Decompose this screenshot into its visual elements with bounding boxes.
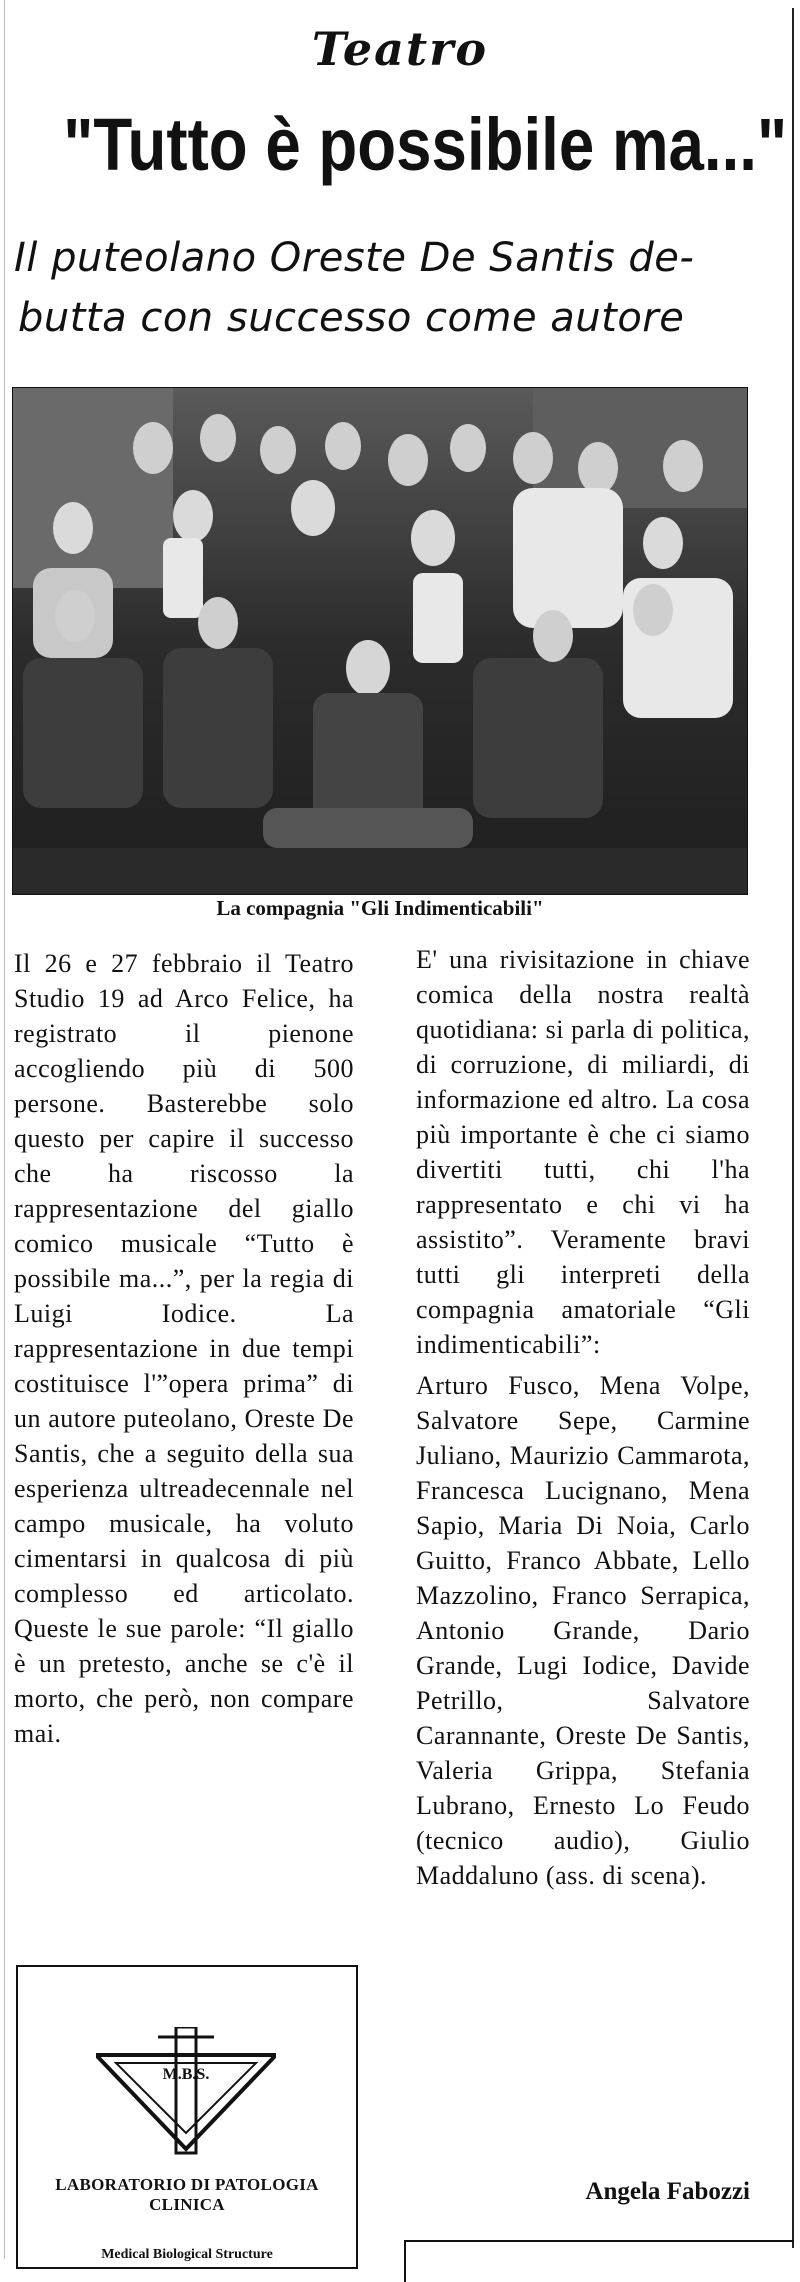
photo-caption: La compagnia "Gli Indimenticabili": [216, 896, 544, 920]
bottom-frame: [404, 2240, 794, 2282]
subtitle-line: butta con successo come autore: [18, 295, 685, 341]
advertisement-box: [16, 1965, 358, 2269]
article-column-right: [416, 942, 750, 1893]
left-edge-rule: [4, 0, 5, 2259]
article-paragraph: Il 26 e 27 febbraio il Teatro Studio 19 ad Arco Felice, ha registrato il pienone accogliendo più di 500 persone. Basterebbe solo questo per capire il successo che ha riscosso la rappresentazione del giallo comico musicale “Tutto è possibile ma...”, per la regia di Luigi Iodice. La rappresentazione in due tempi costituisce l'”opera prima” di un autore puteolano, Oreste De Santis, che a seguito della sua esperienza ultreadecennale nel campo musicale, ha voluto cimentarsi in qualcosa di più complesso ed articolato. Queste le sue parole: “Il giallo è un pretesto, anche se c'è il morto, che però, non compare mai.: [14, 949, 354, 1748]
subtitle: [14, 228, 774, 348]
lab-logo-icon: [96, 2027, 276, 2162]
lab-logo-text: M.B.S.: [162, 2066, 210, 2083]
group-photo: [12, 387, 748, 895]
article-column-left: [14, 946, 354, 1751]
article-paragraph: E' una rivisitazione in chiave comica della nostra realtà quotidiana: si parla di politica, di corruzione, di miliardi, di informazione ed altro. La cosa più importante è che ci siamo divertiti tutti, chi l'ha rappresentato e chi vi ha assistito”. Veramente bravi tutti gli interpreti della compagnia amatoriale “Gli indimenticabili”:: [416, 945, 750, 1359]
author-byline: Angela Fabozzi: [585, 2178, 750, 2205]
headline: "Tutto è possibile ma...": [63, 103, 788, 186]
subtitle-line: Il puteolano Oreste De Santis de-: [14, 235, 695, 281]
group-photo-image: [13, 388, 747, 894]
cast-list: Arturo Fusco, Mena Volpe, Salvatore Sepe, Carmine Juliano, Maurizio Cammarota, Francesca Lucignano, Mena Sapio, Maria Di Noia, Carlo Guitto, Franco Abbate, Lello Mazzolino, Franco Serrapica, Antonio Grande, Dario Grande, Lugi Iodice, Davide Petrillo, Salvatore Carannante, Oreste De Santis, Valeria Grippa, Stefania Lubrano, Ernesto Lo Feudo (tecnico audio), Giulio Maddaluno (ass. di scena).: [416, 1371, 750, 1890]
section-label: Teatro: [311, 22, 489, 76]
ad-subtitle: Medical Biological Structure: [101, 2247, 273, 2262]
ad-title: LABORATORIO DI PATOLOGIA CLINICA: [55, 2175, 319, 2214]
right-column-rule: [792, 8, 794, 2248]
